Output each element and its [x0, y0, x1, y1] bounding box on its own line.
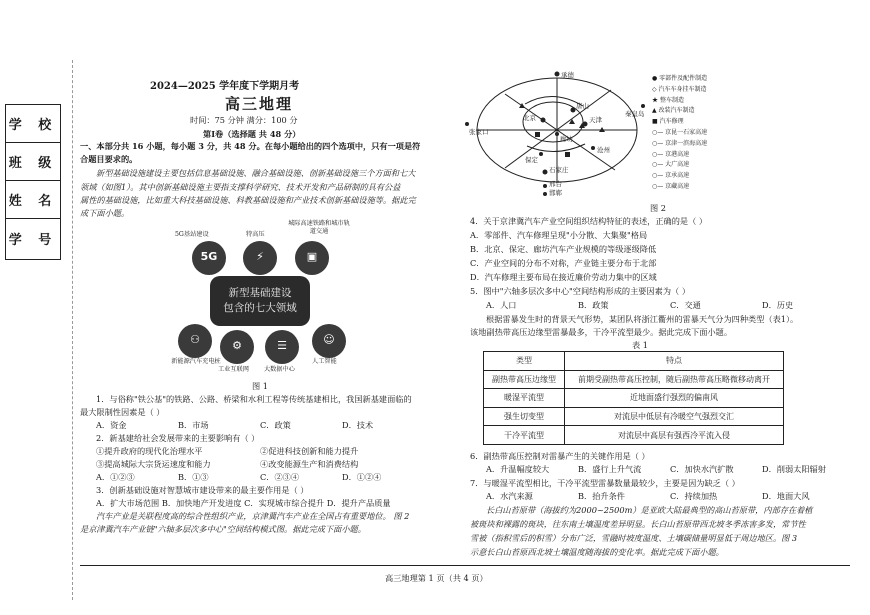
- page-footer: 高三地理第 1 页（共 4 页）: [385, 573, 488, 583]
- table-header: 特点: [565, 352, 784, 371]
- factory-icon: ⚙: [220, 330, 254, 364]
- q2-option-a: A．①②③: [96, 472, 135, 482]
- q6-option-d: D．削弱太阳辐射: [762, 464, 826, 474]
- question-4: 4．关于京津冀汽车产业空间组织结构特征的表述，正确的是（ ）: [470, 216, 708, 226]
- q1-option-a: A．资金: [96, 420, 127, 430]
- q5-option-d: D．历史: [762, 300, 794, 310]
- city-label: 保定: [525, 156, 538, 164]
- q2-item: ③提高城际大宗货运速度和能力: [96, 459, 211, 469]
- q6-option-b: B．盛行上升气流: [578, 464, 642, 474]
- route-line-icon: ○—: [652, 139, 664, 147]
- fig1-label: 人工智能: [312, 358, 337, 365]
- legend-item: [652, 74, 707, 85]
- database-icon: ☰: [265, 330, 299, 364]
- 5g-icon: [192, 241, 226, 275]
- figure-1: [170, 218, 350, 380]
- question-6: 6．副热带高压控制对雷暴产生的关键作用是（ ）: [470, 451, 650, 461]
- table-row: [484, 426, 784, 445]
- question-7: 7．与暖湿平流型相比，干冷平流型雷暴数量最较少，主要是因为缺乏（ ）: [470, 478, 740, 488]
- city-label: 张家口: [469, 128, 489, 136]
- passage-line: 该地副热带高压边缘型雷暴最多，干冷平流型最少。据此完成下面小题。: [470, 327, 733, 337]
- q1-option-d: D．技术: [342, 420, 374, 430]
- table-row: [484, 407, 784, 426]
- legend-label: 大广高速: [665, 161, 690, 169]
- table-caption: 表 1: [632, 340, 648, 350]
- city-label: 秦皇岛: [625, 110, 645, 118]
- instruction-line: 一、本部分共 16 小题，每小题 3 分，共 48 分。在每小题给出的四个选项中，只有一项是符: [80, 141, 421, 151]
- binding-line: [72, 60, 73, 600]
- route-curve: [525, 96, 583, 106]
- figure-2-caption: 图 2: [650, 203, 666, 213]
- fig1-label: 城际高速铁路和城市轨道交通: [288, 220, 350, 235]
- question-2: 2．新基建给社会发展带来的主要影响有（ ）: [96, 433, 260, 443]
- q5-option-b: B．政策: [578, 300, 609, 310]
- fig1-label: 工业互联网: [218, 366, 249, 373]
- passage-line: 被斑块和裸露的斑块，往东南土壤温度差异明显。长白山苔原带西北坡冬季冻害多发，常节性: [470, 519, 806, 529]
- city-label: 石家庄: [549, 166, 569, 174]
- city-marker: [543, 184, 547, 188]
- q1-option-b: B．市场: [178, 420, 209, 430]
- city-marker: [543, 170, 548, 175]
- route-line-icon: ○—: [652, 182, 664, 190]
- table-cell: 对流层中高层有强西冷平流入侵: [565, 426, 784, 445]
- city-label: 北京: [523, 114, 536, 122]
- table-cell: 暖湿平流型: [484, 389, 565, 408]
- charging-icon: ⚇: [178, 324, 212, 358]
- q6-option-c: C．加快水汽扩散: [670, 464, 734, 474]
- city-marker: [591, 146, 595, 150]
- legend-label: 零部件及配件制造: [659, 75, 708, 82]
- fig1-label: 特高压: [246, 231, 265, 238]
- route-line-icon: ○—: [652, 128, 664, 136]
- info-number: 学 号: [8, 232, 58, 248]
- table-cell: 近地面盛行强烈的偏南风: [565, 389, 784, 408]
- info-class: 班 级: [6, 143, 60, 181]
- q7-option-b: B．抬升条件: [578, 491, 625, 501]
- q3-options: A．扩大市场范围 B．加快地产开发进度 C．实现城市综合提升 D．提升产品质量: [96, 498, 391, 508]
- route-line-icon: ○—: [652, 150, 664, 158]
- table-cell: 副热带高压边缘型: [484, 370, 565, 389]
- q7-option-c: C．持续加热: [670, 491, 718, 501]
- legend-label: 京承高速: [665, 172, 690, 180]
- question-5: 5．图中"六轴多层次多中心"空间结构形成的主要因素为（ ）: [470, 286, 691, 296]
- fig1-label: 大数据中心: [264, 366, 295, 373]
- passage-line: 雪被（指积雪后的积雪）分布广泛，雪融时坡度温度、土壤碳储量明显低于周边地区。图 3: [470, 533, 798, 543]
- diamond-icon: ◇: [652, 85, 657, 93]
- info-name: 姓 名: [6, 181, 60, 219]
- city-marker: [641, 104, 645, 108]
- city-label: 沧州: [597, 146, 610, 154]
- table-cell: 前期受副热带高压控制，随后副热带高压略微移动离开: [565, 370, 784, 389]
- legend-label: 京藏高速: [665, 182, 690, 190]
- figure-1-caption: 图 1: [252, 381, 268, 391]
- figure-2-legend: [652, 74, 707, 193]
- q2-option-b: B．①③: [178, 472, 209, 482]
- fig1-label: 新能源汽车充电桩: [171, 358, 221, 365]
- passage-line: 是京津冀汽车产业链"六轴多层次多中心"空间结构模式图。据此完成下面小题。: [80, 524, 366, 534]
- table-cell: 干冷平流型: [484, 426, 565, 445]
- exam-title: 2024—2025 学年度下学期月考: [150, 81, 300, 92]
- city-marker: [571, 108, 576, 113]
- square-icon: ■: [652, 118, 658, 126]
- legend-item: [652, 96, 707, 107]
- power-tower-icon: ⚡: [243, 241, 277, 275]
- city-marker: [555, 72, 560, 77]
- city-label: 唐山: [576, 102, 589, 110]
- route-line-icon: ○—: [652, 161, 664, 169]
- city-marker: [541, 118, 546, 123]
- question-1: 1．与俗称"铁公基"的铁路、公路、桥梁和水利工程等传统基建相比，我国新基建面临的: [96, 394, 412, 404]
- legend-label: 京津一滨海高速: [665, 139, 708, 147]
- center-line: 包含的七大领域: [223, 302, 297, 314]
- legend-item: [652, 160, 707, 171]
- legend-label: 京昆一石家高速: [665, 128, 708, 136]
- legend-label: 改装汽车制造: [658, 107, 695, 115]
- passage-line: 属性的基础设施，比如重大科技基础设施、科教基础设施和产业技术创新基础设施等。据此完: [80, 195, 416, 205]
- q2-option-d: D．①②④: [342, 472, 382, 482]
- legend-item: [652, 117, 707, 128]
- passage-line: 新型基础设施建设主要包括信息基础设施、融合基础设施、创新基础设施三个方面和七大: [96, 168, 416, 178]
- q4-option-b: B．北京、保定、廊坊汽车产业规模的等级逐级降低: [470, 244, 657, 254]
- fig1-label: 5G基站建设: [175, 231, 209, 238]
- passage-line: 领域（如图1）。其中创新基础设施主要指支撑科学研究、技术开发和产品研制的具有公益: [80, 182, 401, 192]
- city-marker: [555, 132, 559, 136]
- filled-circle-icon: ●: [652, 75, 658, 82]
- info-school: 学 校: [6, 105, 60, 143]
- student-info-box: [5, 104, 61, 260]
- q7-option-a: A．水汽来源: [486, 491, 533, 501]
- footer-rule: [80, 565, 850, 566]
- q4-option-c: C．产业空间的分布不对称，产业链主要分布于北部: [470, 258, 657, 268]
- train-icon: ▣: [295, 241, 329, 275]
- legend-item: [652, 139, 707, 150]
- legend-item: [652, 106, 707, 117]
- industry-symbol: [565, 152, 570, 157]
- passage-line: 长白山苔原带（海拔约为2000~2500m）是亚欧大陆最典型的高山苔原带，内部存在着植: [486, 505, 813, 515]
- ai-icon: ☺: [312, 324, 346, 358]
- q2-item: ④改变能源生产和消费结构: [260, 459, 359, 469]
- legend-label: 整车制造: [659, 96, 684, 104]
- city-label: 廊坊: [560, 135, 573, 143]
- table-cell: 强生切变型: [484, 407, 565, 426]
- q5-option-c: C．交通: [670, 300, 701, 310]
- passage-line: 根据雷暴发生时的背景天气形势，某团队将浙江衢州的雷暴天气分为四种类型（表1）。: [486, 314, 799, 324]
- city-label: 天津: [589, 116, 602, 124]
- table-header-row: [484, 352, 784, 371]
- table-header: 类型: [484, 352, 565, 371]
- industry-symbol: [535, 132, 540, 137]
- q4-option-a: A．零部件、汽车修理呈现"小分散、大集聚"格局: [470, 230, 648, 240]
- city-marker: [539, 152, 543, 156]
- legend-label: 汽车修理: [659, 118, 684, 126]
- route-line-icon: ○—: [652, 172, 664, 180]
- q7-option-d: D．地面大风: [762, 491, 810, 501]
- question-3: 3．创新基础设施对智慧城市建设带来的最主要作用是（ ）: [96, 485, 309, 495]
- legend-label: 京港高速: [665, 150, 690, 158]
- passage-line: 示意长白山苔原西北坡土壤温度随海拔的变化率。据此完成下面小题。: [470, 547, 724, 557]
- legend-item: [652, 128, 707, 139]
- passage-line: 汽车产业是关联程度高的综合性组织产业，京津冀汽车产业在全国占有重要地位。 图 2: [96, 511, 410, 521]
- q4-option-d: D．汽车修理主要布局在接近廉价劳动力集中的区域: [470, 272, 657, 282]
- triangle-icon: ▲: [652, 107, 657, 115]
- city-label: 邢台: [549, 180, 562, 188]
- table-row: [484, 370, 784, 389]
- q2-item: ②促进科技创新和能力提升: [260, 446, 359, 456]
- q6-option-a: A．升温幅度较大: [486, 464, 550, 474]
- center-line: 新型基础建设: [228, 287, 292, 299]
- city-label: 承德: [561, 71, 574, 79]
- question-1: 最大限制性因素是（ ）: [80, 407, 165, 417]
- part-title: 第Ⅰ卷（选择题 共 48 分）: [203, 129, 301, 139]
- figure-2-map: [465, 68, 650, 196]
- star-icon: ★: [652, 96, 659, 104]
- passage-line: 成下面小题。: [80, 208, 130, 218]
- legend-item: [652, 182, 707, 193]
- instruction-line: 合题目要求的。: [80, 154, 138, 164]
- legend-item: [652, 171, 707, 182]
- q1-option-c: C．政策: [260, 420, 291, 430]
- city-marker: [465, 122, 469, 126]
- legend-item: [652, 85, 707, 96]
- legend-item: [652, 150, 707, 161]
- city-label: 邯郸: [549, 189, 562, 196]
- q2-option-c: C．②③④: [260, 472, 300, 482]
- exam-info: 时间：75 分钟 满分：100 分: [190, 115, 298, 125]
- q5-option-a: A．人口: [486, 300, 517, 310]
- center-box: [210, 276, 310, 326]
- 5g-badge: 5G: [200, 250, 218, 263]
- table-cell: 对流层中低层有冷暖空气强烈交汇: [565, 407, 784, 426]
- legend-label: 汽车车身挂车制造: [658, 85, 707, 93]
- subject-title: 高三地理: [225, 95, 294, 113]
- q2-item: ①提升政府的现代化治理水平: [96, 446, 203, 456]
- table-1: [483, 351, 784, 445]
- table-row: [484, 389, 784, 408]
- city-marker: [543, 192, 547, 196]
